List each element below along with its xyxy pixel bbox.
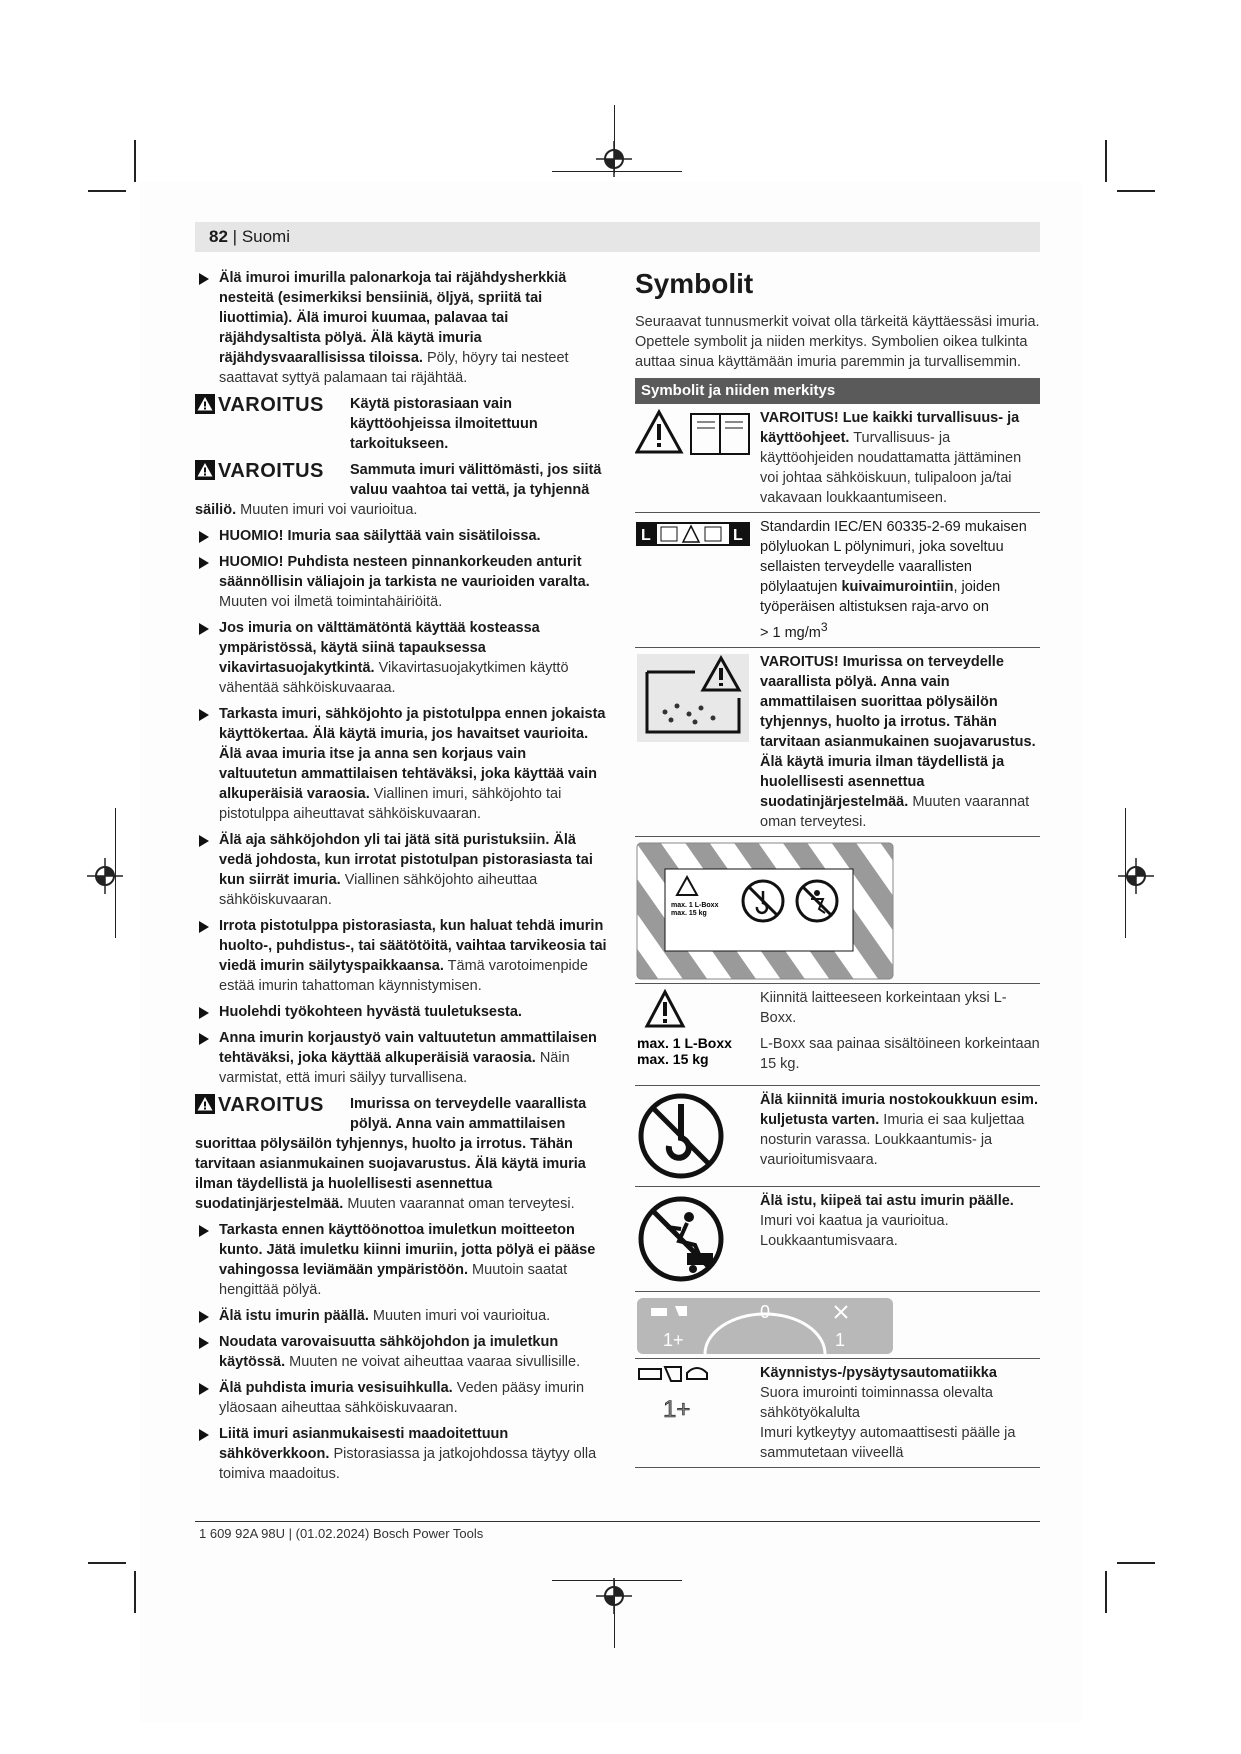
warning-block: [195, 394, 607, 454]
warning-normal-text: Muuten imuri voi vaurioitua.: [240, 502, 418, 518]
bullet-bold-text: Tarkasta ennen käyttöönottoa imuletkun moitteeton kunto. Jätä imuletku kiinni imuriin, jotta pölyä ei pääse vahingossa leviämään ympäristöön.: [219, 1222, 596, 1278]
crop-mark: [614, 1580, 615, 1648]
hazardous-dust-icon: [635, 648, 758, 748]
crop-mark: [1125, 808, 1126, 938]
bullet-arrow-icon: [199, 557, 209, 569]
warning-label-text: VAROITUS: [218, 460, 324, 482]
left-column: [195, 268, 607, 1490]
warning-text: Sammuta imuri välittömästi, jos siitä valuu vaahtoa tai vettä, ja tyhjennä säiliö.: [195, 462, 602, 518]
lboxx-warning-label-image: [635, 841, 895, 987]
right-column: [635, 268, 1040, 1468]
bullet-arrow-icon: [199, 531, 209, 543]
bullet-bold-text: Älä imuroi imurilla palonarkoja tai räjähdysherkkiä nesteitä (esimerkiksi bensiiniä, öljyä, spriitä tai liuottimia). Älä imuroi kuumaa, palavaa tai räjähdysaltista pölyä. Älä käytä imuria räjähdysvaarallisissa tiloissa.: [219, 270, 567, 366]
bullet-bold-text: Tarkasta imuri, sähköjohto ja pistotulppa ennen jokaista käyttökertaa. Älä käytä imuria, jos havaitset vaurioita. Älä avaa imuria itse ja anna sen korjaus vain valtuutetun ammattilaisen tehtäväksi, joka käyttää vain alkuperäisiä varaosia.: [219, 706, 606, 802]
list-item: [195, 830, 607, 910]
registration-mark-icon: [87, 858, 123, 894]
bullet-normal-text: Muuten voi ilmetä toimintahäiriöitä.: [219, 594, 443, 610]
no-sitting-climbing-icon: [635, 1187, 758, 1291]
read-manual-icon: [635, 404, 758, 474]
bullet-arrow-icon: [199, 921, 209, 933]
bullet-normal-text: Näin varmistat, että imuri säilyy turvallisena.: [219, 1050, 570, 1086]
symbol-normal-text: L-Boxx saa painaa sisältöineen korkeintaan 15 kg.: [760, 1035, 1040, 1072]
header-separator: |: [232, 227, 238, 246]
lboxx-label: max. 1 L-Boxx: [637, 1034, 732, 1051]
crop-mark: [134, 140, 136, 182]
list-item: [195, 1424, 607, 1484]
symbol-normal-text: Suora imurointi toiminnassa olevalta sähkötyökalulta: [760, 1384, 993, 1421]
symbol-table-row: [635, 1292, 1040, 1359]
list-item: [195, 1332, 607, 1372]
svg-text:L: L: [641, 527, 651, 544]
symbol-bold-text: Käynnistys-/pysäytysautomatiikka: [760, 1364, 997, 1381]
list-item: [195, 618, 607, 698]
bullet-arrow-icon: [199, 1383, 209, 1395]
bullet-normal-text: Tämä varotoimenpide estää imurin tahattoman käynnistymisen.: [219, 958, 588, 994]
no-crane-hook-icon: [635, 1086, 758, 1186]
bullet-bold-text: Älä puhdista imuria vesisuihkulla.: [219, 1380, 453, 1396]
page-header: [195, 222, 1040, 252]
bullet-normal-text: Viallinen sähköjohto aiheuttaa sähköiskuvaaran.: [219, 872, 538, 908]
bullet-arrow-icon: [199, 1225, 209, 1237]
lboxx-small-label: max. 1 L-Boxx: [671, 901, 719, 909]
warning-label: [195, 394, 324, 415]
icon-label: 1+: [663, 1395, 691, 1423]
warning-normal-text: Muuten vaarannat oman terveytesi.: [347, 1196, 575, 1212]
bullet-bold-text: Anna imurin korjaustyö vain valtuutetun ammattilaisen tehtäväksi, joka käyttää alkuperäisiä varaosia.: [219, 1030, 597, 1066]
bullet-arrow-icon: [199, 1337, 209, 1349]
footer-divider: [195, 1521, 1040, 1522]
list-item: [195, 526, 607, 546]
panel-right-label: 1: [835, 1329, 846, 1350]
header-language: Suomi: [241, 227, 290, 246]
bullet-bold-text: Huolehdi työkohteen hyvästä tuuletuksesta.: [219, 1004, 522, 1020]
bullet-arrow-icon: [199, 1007, 209, 1019]
list-item: [195, 552, 607, 612]
bullet-bold-text: Jos imuria on välttämätöntä käyttää kosteassa ympäristössä, käytä siinä tapauksessa vikavirtasuojakytkintä.: [219, 620, 540, 676]
bullet-normal-text: Pöly, höyry tai nesteet saattavat syttyä palamaan tai räjähtää.: [219, 350, 569, 386]
symbol-normal-text: Muuten vaarannat oman terveytesi.: [760, 793, 1030, 830]
bullet-arrow-icon: [199, 835, 209, 847]
bullet-arrow-icon: [199, 709, 209, 721]
bullet-bold-text: HUOMIO! Puhdista nesteen pinnankorkeuden anturit säännöllisin väliajoin ja tarkista ne vaurioiden varalta.: [219, 554, 590, 590]
crop-mark: [1117, 1562, 1155, 1564]
symbol-bold-text: VAROITUS! Imurissa on terveydelle vaarallista pölyä. Anna vain ammattilaisen suorittaa pölysäilön tyhjennys, huolto ja irrotus. Tähän tarvitaan asianmukainen suojavarustus. Älä käytä imuria ilman täydellistä ja huolellisesti asennettua suodatinjärjestelmää.: [760, 653, 1036, 810]
bullet-bold-text: Irrota pistotulppa pistorasiasta, kun haluat tehdä imurin huolto-, puhdistus-, tai säätötöitä, vaihtaa tarvikeosia tai viedä imurin säilytyspaikkaansa.: [219, 918, 607, 974]
symbol-bold-text: Älä istu, kiipeä tai astu imurin päälle.: [760, 1192, 1014, 1209]
page-number: 82: [209, 227, 228, 246]
list-item: [195, 1028, 607, 1088]
symbol-bold-text: VAROITUS! Lue kaikki turvallisuus- ja käyttöohjeet.: [760, 410, 1020, 446]
bullet-list: [195, 1220, 607, 1484]
bullet-arrow-icon: [199, 1429, 209, 1441]
symbol-table-row: [635, 404, 1040, 513]
lboxx-label: max. 15 kg: [637, 1050, 709, 1067]
panel-left-label: 1+: [663, 1329, 684, 1350]
bullet-bold-text: Älä istu imurin päällä.: [219, 1308, 369, 1324]
list-item: [195, 1002, 607, 1022]
control-panel-image: [635, 1294, 895, 1360]
symbol-normal-text: Imuri voi kaatua ja vaurioitua. Loukkaantumisvaara.: [760, 1212, 949, 1249]
section-title: Symbolit: [635, 268, 754, 299]
bullet-normal-text: Veden pääsy imurin yläosaan aiheuttaa sähköiskuvaaran.: [219, 1380, 585, 1416]
symbol-normal-text: Imuria ei saa kuljettaa nosturin varassa. Loukkaantumis- ja vaurioitumisvaara.: [760, 1111, 1025, 1168]
crop-mark: [614, 105, 615, 173]
symbol-table-row: [635, 1086, 1040, 1187]
lboxx-max-icon: [635, 984, 758, 1080]
warning-text: Käytä pistorasiaan vain käyttöohjeissa ilmoitettuun tarkoitukseen.: [350, 396, 538, 452]
list-item: [195, 916, 607, 996]
bullet-bold-text: Älä aja sähköjohdon yli tai jätä sitä puristuksiin. Älä vedä johdosta, kun irrotat pistotulpan pistorasiasta tai kun siirrät imuria.: [219, 832, 593, 888]
bullet-normal-text: Muuten ne voivat aiheuttaa vaaraa sivullisille.: [289, 1354, 581, 1370]
symbol-table-row: [635, 513, 1040, 648]
warning-text: Imurissa on terveydelle vaarallista pölyä. Anna vain ammattilaisen suorittaa pölysäilön tyhjennys, huolto ja irrotus. Tähän tarvitaan asianmukainen suojavarustus. Älä käytä imuria ilman täydellistä ja huolellisesti asennettua suodatinjärjestelmää.: [195, 1096, 587, 1212]
crop-mark: [552, 1580, 682, 1581]
warning-label: [195, 460, 350, 481]
symbol-normal-text: Imuri kytkeytyy automaattisesti päälle ja sammutetaan viiveellä: [760, 1424, 1016, 1461]
crop-mark: [134, 1571, 136, 1613]
symbol-table-header: Symbolit ja niiden merkitys: [635, 378, 1040, 404]
bullet-bold-text: Liitä imuri asianmukaisesti maadoitettuun sähköverkkoon.: [219, 1426, 509, 1462]
bullet-normal-text: Pistorasiassa ja jatkojohdossa täytyy olla toimiva maadoitus.: [219, 1446, 597, 1482]
warning-block: [195, 460, 607, 520]
symbol-bold-text: kuivaimurointiin: [841, 579, 954, 595]
svg-text:L: L: [733, 527, 743, 544]
superscript: 3: [820, 620, 828, 634]
section-intro: Seuraavat tunnusmerkit voivat olla tärkeitä käyttäessäsi imuria. Opettele symbolit ja niiden merkitys. Symbolien oikea tulkinta auttaa sinua käyttämään imuria paremmin ja turvallisemmin.: [635, 314, 1040, 370]
crop-mark: [1105, 1571, 1107, 1613]
list-item: [195, 1306, 607, 1326]
symbol-normal-text: Turvallisuus- ja käyttöohjeiden noudattamatta jättäminen voi johtaa sähköiskuun, tulipaloon ja/tai vakavaan loukkaantumiseen.: [760, 430, 1022, 506]
bullet-normal-text: Viallinen imuri, sähköjohto tai pistotulppa aiheuttavat sähköiskuvaaran.: [219, 786, 562, 822]
bullet-normal-text: Vikavirtasuojakytkimen käyttö vähentää sähköiskuvaaraa.: [219, 660, 569, 696]
symbol-normal-text: Kiinnitä laitteeseen korkeintaan yksi L-Boxx.: [760, 989, 1007, 1026]
bullet-bold-text: HUOMIO! Imuria saa säilyttää vain sisätiloissa.: [219, 528, 541, 544]
symbol-table-row: [635, 1359, 1040, 1468]
warning-block: [195, 1094, 607, 1214]
list-item: [195, 1220, 607, 1300]
symbol-bold-text: Älä kiinnitä imuria nostokoukkuun esim. kuljetusta varten.: [760, 1091, 1038, 1128]
registration-mark-icon: [1118, 858, 1154, 894]
symbol-table-row: [635, 837, 1040, 984]
warning-label-text: VAROITUS: [218, 1094, 324, 1116]
panel-zero-label: 0: [760, 1301, 771, 1322]
dust-class-l-label-icon: [635, 513, 758, 573]
crop-mark: [1105, 140, 1107, 182]
symbol-table-row: [635, 984, 1040, 1086]
bullet-arrow-icon: [199, 1311, 209, 1323]
list-item: [195, 704, 607, 824]
crop-mark: [552, 171, 682, 172]
symbol-table-row: [635, 1187, 1040, 1292]
list-item: [195, 268, 607, 388]
bullet-arrow-icon: [199, 1033, 209, 1045]
warning-triangle-icon: [195, 460, 215, 480]
warning-label-text: VAROITUS: [218, 394, 324, 416]
crop-mark: [88, 190, 126, 192]
list-item: [195, 1378, 607, 1418]
bullet-arrow-icon: [199, 623, 209, 635]
warning-triangle-icon: [195, 394, 215, 414]
bullet-arrow-icon: [199, 273, 209, 285]
crop-mark: [115, 808, 116, 938]
auto-start-stop-icon: [635, 1359, 758, 1449]
crop-mark: [1117, 190, 1155, 192]
symbol-table-row: [635, 648, 1040, 837]
warning-label: [195, 1094, 350, 1115]
lboxx-small-label: max. 15 kg: [671, 909, 707, 917]
page-footer: 1 609 92A 98U | (01.02.2024) Bosch Power Tools: [199, 1526, 484, 1541]
symbol-normal-text: Standardin IEC/EN 60335-2-69 mukaisen pölyluokan L pölynimuri, joka soveltuu sellaisten terveydelle vaarallisten pölylaatujen: [760, 519, 1027, 595]
crop-mark: [88, 1562, 126, 1564]
bullet-normal-text: Muuten imuri voi vaurioitua.: [372, 1308, 551, 1324]
bullet-list: [195, 526, 607, 1088]
bullet-bold-text: Noudata varovaisuutta sähköjohdon ja imuletkun käytössä.: [219, 1334, 559, 1370]
symbol-normal-text: > 1 mg/m: [760, 624, 821, 641]
bullet-normal-text: Muutoin saatat hengittää pölyä.: [219, 1262, 568, 1298]
symbol-normal-text: , joiden työperäisen altistuksen raja-arvo on: [760, 579, 1001, 615]
warning-triangle-icon: [195, 1094, 215, 1114]
